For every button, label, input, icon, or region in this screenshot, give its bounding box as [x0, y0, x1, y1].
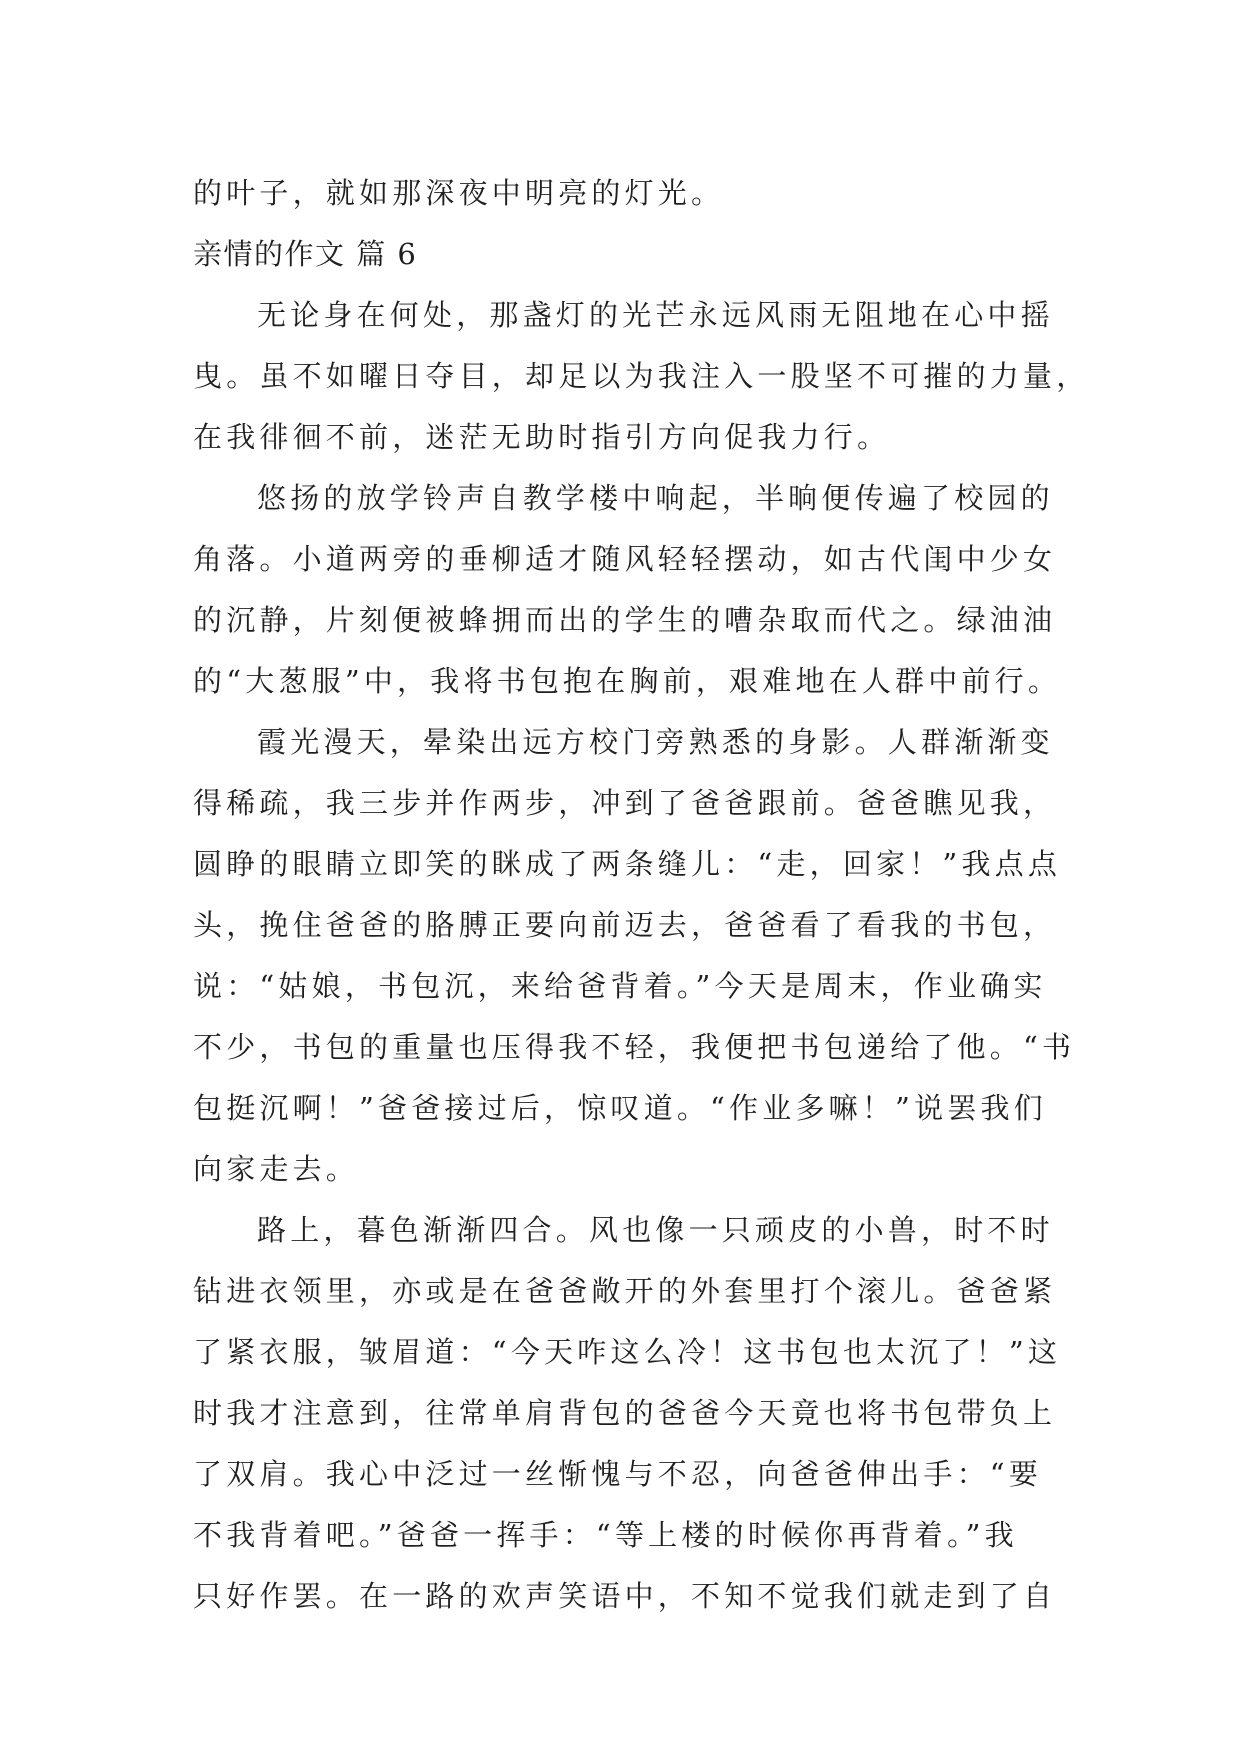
paragraph-line: 不少，书包的重量也压得我不轻，我便把书包递给了他。“书: [193, 1030, 1076, 1064]
paragraph-line: 了双肩。我心中泛过一丝惭愧与不忍，向爸爸伸出手：“要: [193, 1457, 1043, 1491]
paragraph-line: 时我才注意到，往常单肩背包的爸爸今天竟也将书包带负上: [193, 1396, 1057, 1430]
paragraph-line: 角落。小道两旁的垂柳适才随风轻轻摆动，如古代闺中少女: [193, 542, 1057, 576]
paragraph-line: 路上，暮色渐渐四合。风也像一只顽皮的小兽，时不时: [257, 1213, 1054, 1247]
paragraph-line: 曳。虽不如曜日夺目，却足以为我注入一股坚不可摧的力量，: [193, 359, 1090, 393]
paragraph-line: 圆睁的眼睛立即笑的眯成了两条缝儿：“走，回家！”我点点: [193, 847, 1062, 881]
paragraph-1: [193, 285, 1090, 468]
paragraph-line: 悠扬的放学铃声自教学楼中响起，半晌便传遍了校园的: [257, 481, 1054, 515]
paragraph-line: 说：“姑娘，书包沉，来给爸背着。”今天是周末，作业确实: [193, 969, 1047, 1003]
paragraph-line: 的“大葱服”中，我将书包抱在胸前，艰难地在人群中前行。: [193, 664, 1062, 698]
paragraph-line: 得稀疏，我三步并作两步，冲到了爸爸跟前。爸爸瞧见我，: [193, 786, 1057, 820]
intro-line: 的叶子，就如那深夜中明亮的灯光。: [193, 176, 725, 210]
paragraph-line: 钻进衣领里，亦或是在爸爸敞开的外套里打个滚儿。爸爸紧: [193, 1274, 1057, 1308]
paragraph-line: 不我背着吧。”爸爸一挥手：“等上楼的时候你再背着。”我: [193, 1518, 1018, 1552]
section-title: 亲情的作文 篇 6: [193, 237, 418, 271]
paragraph-line: 无论身在何处，那盏灯的光芒永远风雨无阻地在心中摇: [257, 298, 1054, 332]
paragraph-line: 只好作罢。在一路的欢声笑语中，不知不觉我们就走到了自: [193, 1579, 1057, 1613]
paragraph-3: [193, 712, 1076, 1200]
paragraph-line: 霞光漫天，晕染出远方校门旁熟悉的身影。人群渐渐变: [257, 725, 1054, 759]
paragraph-line: 在我徘徊不前，迷茫无助时指引方向促我力行。: [193, 420, 891, 454]
paragraph-2: [193, 468, 1062, 712]
paragraph-line: 向家走去。: [193, 1152, 360, 1186]
paragraph-line: 了紧衣服，皱眉道：“今天咋这么冷！这书包也太沉了！”这: [193, 1335, 1062, 1369]
document-body: [193, 163, 1090, 1627]
paragraph-line: 包挺沉啊！”爸爸接过后，惊叹道。“作业多嘛！”说罢我们: [193, 1091, 1047, 1125]
paragraph-4: [193, 1200, 1062, 1627]
paragraph-line: 头，挽住爸爸的胳膊正要向前迈去，爸爸看了看我的书包，: [193, 908, 1057, 942]
paragraph-line: 的沉静，片刻便被蜂拥而出的学生的嘈杂取而代之。绿油油: [193, 603, 1057, 637]
